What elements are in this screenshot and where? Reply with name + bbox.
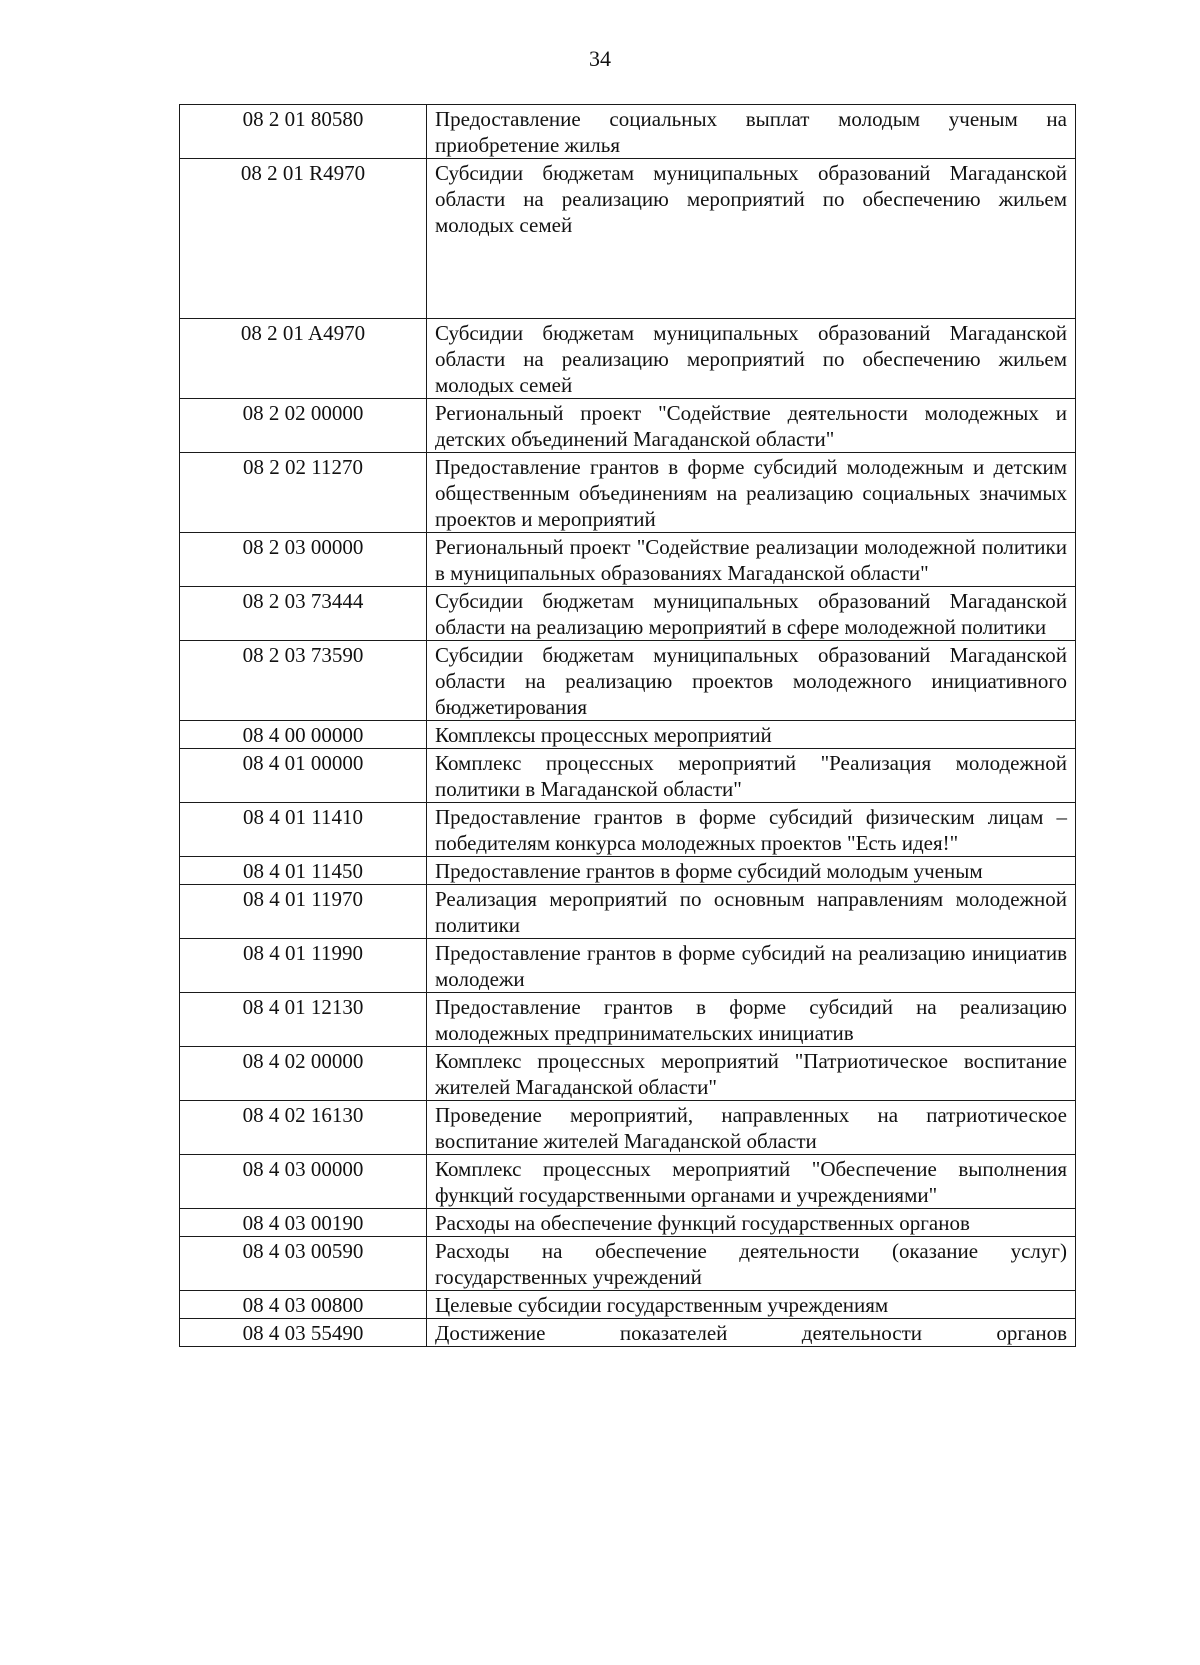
row-description: Комплекс процессных мероприятий "Патриотическое воспитание жителей Магаданской области": [427, 1047, 1076, 1101]
row-code: 08 4 01 11990: [180, 939, 427, 993]
row-description: Достижение показателей деятельности органов: [427, 1319, 1076, 1347]
row-description: Реализация мероприятий по основным направлениям молодежной политики: [427, 885, 1076, 939]
table-row: [180, 319, 1076, 399]
row-code: 08 2 03 73444: [180, 587, 427, 641]
table-row: [180, 399, 1076, 453]
row-code: 08 4 03 00000: [180, 1155, 427, 1209]
row-description: Расходы на обеспечение деятельности (оказание услуг) государственных учреждений: [427, 1237, 1076, 1291]
row-code: 08 4 03 00190: [180, 1209, 427, 1237]
table-row: [180, 1101, 1076, 1155]
table-row: [180, 587, 1076, 641]
row-description: Субсидии бюджетам муниципальных образований Магаданской области на реализацию мероприятий по обеспечению жильем молодых семей: [427, 159, 1076, 319]
row-code: 08 4 01 00000: [180, 749, 427, 803]
row-description: Предоставление грантов в форме субсидий молодежным и детским общественным объединениям на реализацию социальных значимых проектов и мероприятий: [427, 453, 1076, 533]
table-row: [180, 1237, 1076, 1291]
row-description: Субсидии бюджетам муниципальных образований Магаданской области на реализацию мероприятий в сфере молодежной политики: [427, 587, 1076, 641]
row-code: 08 4 00 00000: [180, 721, 427, 749]
row-code: 08 2 02 00000: [180, 399, 427, 453]
table-row: [180, 1209, 1076, 1237]
row-description: Субсидии бюджетам муниципальных образований Магаданской области на реализацию проектов молодежного инициативного бюджетирования: [427, 641, 1076, 721]
row-description: Региональный проект "Содействие деятельности молодежных и детских объединений Магаданской области": [427, 399, 1076, 453]
row-code: 08 2 02 11270: [180, 453, 427, 533]
row-description: Целевые субсидии государственным учреждениям: [427, 1291, 1076, 1319]
table-row: [180, 939, 1076, 993]
row-code: 08 4 03 00800: [180, 1291, 427, 1319]
row-code: 08 4 01 11450: [180, 857, 427, 885]
table-row: [180, 993, 1076, 1047]
table-row: [180, 749, 1076, 803]
row-code: 08 2 03 00000: [180, 533, 427, 587]
row-code: 08 4 02 00000: [180, 1047, 427, 1101]
row-code: 08 4 01 11410: [180, 803, 427, 857]
table-row: [180, 803, 1076, 857]
row-description: Предоставление грантов в форме субсидий молодым ученым: [427, 857, 1076, 885]
table-row: [180, 1291, 1076, 1319]
row-description: Предоставление грантов в форме субсидий на реализацию молодежных предпринимательских инициатив: [427, 993, 1076, 1047]
table-row: [180, 453, 1076, 533]
budget-classification-table: [179, 104, 1076, 1347]
table-row: [180, 159, 1076, 319]
row-code: 08 2 01 A4970: [180, 319, 427, 399]
table-row: [180, 533, 1076, 587]
row-description: Субсидии бюджетам муниципальных образований Магаданской области на реализацию мероприятий по обеспечению жильем молодых семей: [427, 319, 1076, 399]
row-code: 08 4 01 11970: [180, 885, 427, 939]
row-description: Предоставление социальных выплат молодым ученым на приобретение жилья: [427, 105, 1076, 159]
row-description: Предоставление грантов в форме субсидий физическим лицам – победителям конкурса молодежных проектов "Есть идея!": [427, 803, 1076, 857]
row-description: Региональный проект "Содействие реализации молодежной политики в муниципальных образованиях Магаданской области": [427, 533, 1076, 587]
table-row: [180, 885, 1076, 939]
table-row: [180, 641, 1076, 721]
row-description: Предоставление грантов в форме субсидий на реализацию инициатив молодежи: [427, 939, 1076, 993]
table-row: [180, 1319, 1076, 1347]
row-description: Комплексы процессных мероприятий: [427, 721, 1076, 749]
row-code: 08 2 01 80580: [180, 105, 427, 159]
row-code: 08 4 02 16130: [180, 1101, 427, 1155]
row-code: 08 4 03 00590: [180, 1237, 427, 1291]
row-description: Проведение мероприятий, направленных на патриотическое воспитание жителей Магаданской области: [427, 1101, 1076, 1155]
table-row: [180, 857, 1076, 885]
page-number: 34: [589, 46, 611, 71]
table-row: [180, 1155, 1076, 1209]
row-code: 08 4 03 55490: [180, 1319, 427, 1347]
table-row: [180, 105, 1076, 159]
row-description: Комплекс процессных мероприятий "Обеспечение выполнения функций государственными органами и учреждениями": [427, 1155, 1076, 1209]
row-code: 08 2 01 R4970: [180, 159, 427, 319]
table-row: [180, 1047, 1076, 1101]
row-description: Комплекс процессных мероприятий "Реализация молодежной политики в Магаданской области": [427, 749, 1076, 803]
row-description: Расходы на обеспечение функций государственных органов: [427, 1209, 1076, 1237]
row-code: 08 4 01 12130: [180, 993, 427, 1047]
row-code: 08 2 03 73590: [180, 641, 427, 721]
table-row: [180, 721, 1076, 749]
